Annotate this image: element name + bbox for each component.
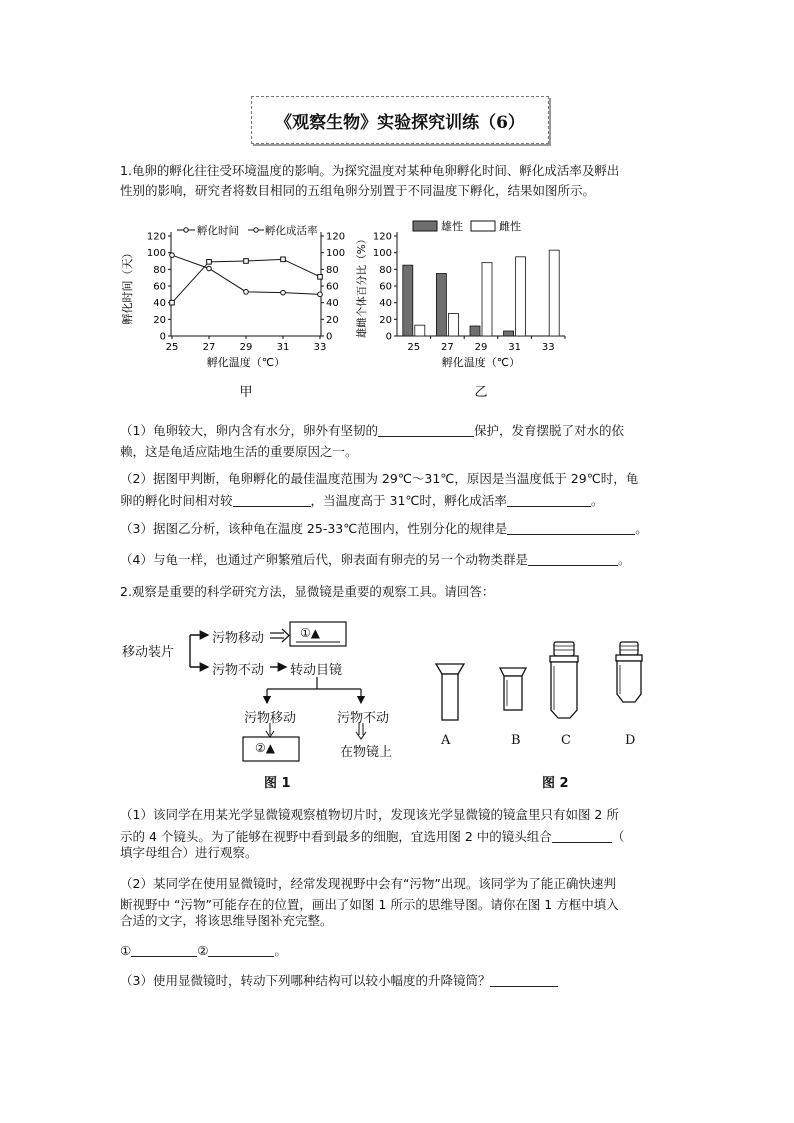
jia-point-rate bbox=[318, 275, 323, 280]
yi-bar-male bbox=[470, 326, 480, 336]
q2-sub1-text-a: 示的 4 个镜头。为了能够在视野中看到最多的细胞，宜选用图 2 中的镜头组合 bbox=[120, 829, 552, 844]
yi-bar-female bbox=[516, 257, 526, 336]
q1-intro-line2: 性别的影响，研究者将数目相同的五组龟卵分别置于不同温度下孵化，结果如图所示。 bbox=[120, 183, 596, 198]
q1-sub2-blank1[interactable] bbox=[233, 492, 311, 507]
q1-sub1-line2: 赖，这是龟适应陆地生活的重要原因之一。 bbox=[120, 444, 358, 459]
jia-point-time bbox=[281, 290, 286, 295]
jia-xlabel: 孵化温度（℃） bbox=[206, 356, 286, 369]
lens-b bbox=[500, 668, 526, 710]
fig1-dirt-still: 污物不动 bbox=[212, 663, 265, 678]
q2-sub2-line3: 合适的文字，将该思维导图补充完整。 bbox=[120, 913, 333, 928]
q1-sub1-text-a: （1）龟卵较大，卵内含有水分，卵外有坚韧的 bbox=[120, 423, 378, 438]
jia-point-time bbox=[207, 266, 212, 271]
yi-caption: 乙 bbox=[474, 385, 488, 400]
yi-bar-male bbox=[504, 331, 514, 336]
q1-sub2-blank2[interactable] bbox=[507, 492, 591, 507]
yi-ytick-label: 120 bbox=[372, 231, 392, 243]
lens-d bbox=[616, 642, 642, 702]
q1-intro-line1: 1.龟卵的孵化往往受环境温度的影响。为探究温度对某种龟卵孵化时间、孵化成活率及孵出 bbox=[120, 163, 620, 178]
jia-point-time bbox=[244, 290, 249, 295]
q1-sub2-text-b: ，当温度高于 31℃时，孵化成活率 bbox=[310, 493, 507, 508]
q2-ans1-blank[interactable] bbox=[131, 942, 197, 957]
q2-ans2-blank[interactable] bbox=[208, 942, 274, 957]
jia-point-rate bbox=[207, 260, 212, 265]
jia-ytick-left-label: 40 bbox=[153, 298, 166, 310]
q2-sub1-line1: （1）该同学在用某光学显微镜观察植物切片时，发现该光学显微镜的镜盒里只有如图 2 所 bbox=[120, 807, 619, 822]
yi-bar-female bbox=[448, 314, 458, 337]
q2-ans2-label: ② bbox=[197, 943, 209, 958]
jia-xtick-label: 33 bbox=[313, 342, 327, 353]
fig1-move-slide: 移动装片 bbox=[122, 645, 175, 660]
jia-series-rate-line bbox=[172, 259, 320, 302]
jia-ytick-right-label: 60 bbox=[326, 281, 339, 293]
jia-ytick-right-label: 0 bbox=[326, 331, 333, 343]
q2-sub2-line2: 断视野中 “污物”可能存在的位置，画出了如图 1 所示的思维导图。请你在图 1 方框中填入 bbox=[120, 897, 619, 912]
q1-sub4-blank[interactable] bbox=[528, 551, 618, 566]
chart-jia bbox=[115, 212, 345, 412]
q2-sub2-answers bbox=[120, 940, 287, 962]
jia-legend-time-marker bbox=[184, 228, 188, 232]
yi-ytick-label: 60 bbox=[379, 281, 392, 293]
q2-sub1-text-b: （ bbox=[611, 829, 625, 844]
jia-legend-rate-marker bbox=[254, 228, 258, 232]
yi-ytick-label: 80 bbox=[379, 264, 392, 276]
q1-sub2-text-a: 卵的孵化时间相对较 bbox=[120, 493, 233, 508]
fig1-dirt-moves2: 污物移动 bbox=[244, 711, 297, 726]
jia-point-rate bbox=[281, 257, 286, 262]
jia-ytick-right-label: 80 bbox=[326, 264, 339, 276]
yi-ylabel: 雄雌个体百分比（%） bbox=[356, 233, 368, 339]
q1-sub3-text-b: 。 bbox=[635, 521, 648, 536]
fig1-box2: ②▲ bbox=[255, 741, 275, 755]
q1-sub2-line1: （2）据图甲判断，龟卵孵化的最佳温度范围为 29℃～31℃，原因是当温度低于 29℃时，龟 bbox=[120, 471, 639, 486]
fig2-label-c: C bbox=[561, 733, 571, 748]
jia-xtick-label: 29 bbox=[239, 342, 253, 353]
fig2-label-b: B bbox=[511, 733, 521, 748]
q2-sub2-line1: （2）某同学在使用显微镜时，经常发现视野中会有“污物”出现。该同学为了能正确快速判 bbox=[120, 876, 616, 891]
yi-xtick-label: 31 bbox=[508, 342, 521, 353]
q1-sub1-blank[interactable] bbox=[378, 422, 474, 437]
page-title: 《观察生物》实验探究训练（6） bbox=[251, 96, 549, 144]
jia-point-time bbox=[318, 292, 323, 297]
jia-ytick-left-label: 60 bbox=[153, 281, 166, 293]
q1-sub1-line1 bbox=[120, 420, 624, 442]
q2-ans-end: 。 bbox=[274, 943, 287, 958]
jia-ytick-left-label: 80 bbox=[153, 264, 166, 276]
jia-ytick-left-label: 100 bbox=[146, 248, 166, 260]
yi-legend-male-swatch bbox=[413, 221, 437, 231]
fig2-label-a: A bbox=[441, 733, 451, 748]
jia-point-rate bbox=[170, 300, 175, 305]
yi-ytick-label: 40 bbox=[379, 298, 392, 310]
q1-sub1-text-b: 保护，发育摆脱了对水的依 bbox=[473, 423, 624, 438]
yi-bar-male bbox=[436, 274, 446, 337]
yi-bar-male bbox=[403, 265, 413, 336]
jia-xtick-label: 25 bbox=[165, 342, 179, 353]
fig1-caption: 图 1 bbox=[264, 776, 291, 791]
yi-bar-female bbox=[415, 325, 425, 336]
jia-ytick-right-label: 120 bbox=[326, 231, 345, 243]
fig1-dirt-moves: 污物移动 bbox=[212, 631, 265, 646]
jia-legend-time: 孵化时间 bbox=[197, 225, 239, 237]
q1-sub4 bbox=[120, 549, 630, 571]
q2-sub3-text: （3）使用显微镜时，转动下列哪种结构可以较小幅度的升降镜筒？ bbox=[120, 973, 491, 988]
yi-xtick-label: 25 bbox=[407, 342, 421, 353]
q2-ans1-label: ① bbox=[120, 943, 132, 958]
jia-ytick-right-label: 40 bbox=[326, 298, 339, 310]
jia-ylabel: 孵化时间（天） bbox=[121, 247, 134, 325]
jia-ytick-left-label: 120 bbox=[146, 231, 166, 243]
q1-sub3-text-a: （3）据图乙分析，该种龟在温度 25-33℃范围内，性别分化的规律是 bbox=[120, 521, 508, 536]
jia-xtick-label: 27 bbox=[202, 342, 216, 353]
jia-point-rate bbox=[244, 259, 249, 264]
yi-ytick-label: 20 bbox=[379, 314, 392, 326]
q2-sub1-line3: 填字母组合）进行观察。 bbox=[120, 845, 258, 860]
q2-sub3-blank[interactable] bbox=[490, 972, 558, 987]
fig1-rotate-eyepiece: 转动目镜 bbox=[290, 663, 343, 678]
q1-sub4-text-b: 。 bbox=[617, 552, 631, 567]
jia-point-time bbox=[170, 253, 175, 258]
q1-sub2-line2 bbox=[120, 490, 603, 512]
figure-2 bbox=[430, 630, 660, 730]
fig2-label-d: D bbox=[625, 733, 636, 748]
q2-sub3 bbox=[120, 970, 558, 992]
jia-ytick-left-label: 20 bbox=[153, 314, 166, 326]
jia-ytick-right-label: 100 bbox=[326, 248, 345, 260]
fig1-on-objective: 在物镜上 bbox=[340, 745, 393, 760]
yi-legend-female-swatch bbox=[471, 221, 495, 231]
yi-ytick-label: 100 bbox=[372, 248, 392, 260]
q1-sub2-text-c: 。 bbox=[590, 493, 604, 508]
yi-xtick-label: 33 bbox=[541, 342, 555, 353]
fig1-dirt-still2: 污物不动 bbox=[337, 711, 390, 726]
yi-legend-male: 雄性 bbox=[441, 220, 463, 233]
lens-a bbox=[436, 664, 464, 720]
jia-ytick-left-label: 0 bbox=[159, 331, 166, 343]
lens-c bbox=[550, 642, 578, 718]
yi-bar-female bbox=[549, 250, 559, 336]
jia-legend-rate: 孵化成活率 bbox=[265, 225, 318, 237]
jia-ytick-right-label: 20 bbox=[326, 314, 339, 326]
jia-caption: 甲 bbox=[239, 385, 253, 400]
yi-bar-female bbox=[482, 263, 492, 336]
chart-yi bbox=[355, 212, 575, 412]
yi-legend-female: 雌性 bbox=[499, 220, 521, 233]
q1-sub4-text-a: （4）与龟一样，也通过产卵繁殖后代，卵表面有卵壳的另一个动物类群是 bbox=[120, 552, 528, 567]
jia-xtick-label: 31 bbox=[276, 342, 290, 353]
yi-ytick-label: 0 bbox=[385, 331, 392, 343]
yi-xtick-label: 27 bbox=[441, 342, 454, 353]
q2-intro: 2.观察是重要的科学研究方法，显微镜是重要的观察工具。请回答： bbox=[120, 584, 495, 599]
q1-sub3 bbox=[120, 518, 648, 540]
fig2-caption: 图 2 bbox=[542, 776, 569, 791]
q1-sub3-blank[interactable] bbox=[507, 520, 635, 535]
yi-xtick-label: 29 bbox=[474, 342, 488, 353]
q2-sub1-blank[interactable] bbox=[552, 828, 612, 843]
yi-xlabel: 孵化温度（℃） bbox=[441, 356, 521, 369]
fig1-box1: ①▲ bbox=[300, 626, 320, 640]
